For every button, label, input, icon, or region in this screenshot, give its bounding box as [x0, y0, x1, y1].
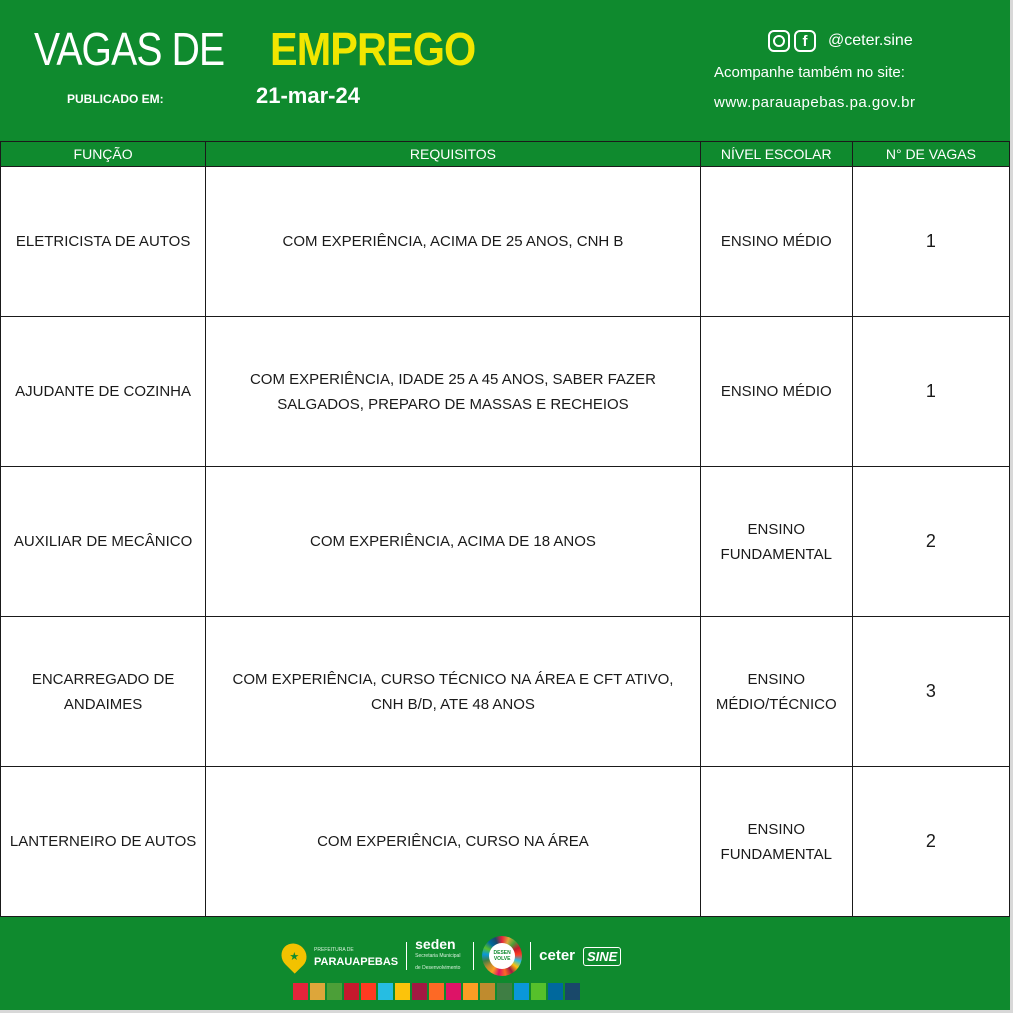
title-part1: VAGAS DE [34, 23, 225, 75]
sdg-goal-icon [446, 983, 461, 1000]
sdg-goal-icon [361, 983, 376, 1000]
sdg-goal-icon [327, 983, 342, 1000]
cell-requisitos: COM EXPERIÊNCIA, CURSO TÉCNICO NA ÁREA E CFT ATIVO, CNH B/D, ATE 48 ANOS [206, 617, 700, 767]
sdg-goal-icon [514, 983, 529, 1000]
logo-divider [530, 942, 531, 970]
sdg-goal-icon [429, 983, 444, 1000]
partner-logos [282, 936, 621, 976]
social-handle: @ceter.sine [828, 32, 913, 49]
cell-requisitos: COM EXPERIÊNCIA, ACIMA DE 18 ANOS [206, 467, 700, 617]
prefeitura-pin-icon: ★ [276, 938, 311, 973]
logo-divider [406, 942, 407, 970]
column-header-nivel: NÍVEL ESCOLAR [700, 142, 852, 167]
cell-nivel: ENSINO MÉDIO [700, 167, 852, 317]
sdg-goal-icon [565, 983, 580, 1000]
logo-sine: SINE [583, 947, 621, 966]
instagram-icon[interactable] [768, 30, 790, 52]
sdg-goal-icon [293, 983, 308, 1000]
cell-vagas: 3 [852, 617, 1009, 767]
table-row [1, 167, 1010, 317]
logo-prefeitura [314, 944, 398, 968]
table-row [1, 317, 1010, 467]
published-date: 21-mar-24 [256, 83, 360, 108]
sdg-goal-icon [344, 983, 359, 1000]
cell-funcao: ELETRICISTA DE AUTOS [1, 167, 206, 317]
sdg-goal-icon [395, 983, 410, 1000]
cell-vagas: 1 [852, 167, 1009, 317]
cell-nivel: ENSINO FUNDAMENTAL [700, 467, 852, 617]
cell-funcao: AUXILIAR DE MECÂNICO [1, 467, 206, 617]
cell-funcao: ENCARREGADO DE ANDAIMES [1, 617, 206, 767]
table-row [1, 767, 1010, 917]
table-row [1, 617, 1010, 767]
cell-nivel: ENSINO MÉDIO/TÉCNICO [700, 617, 852, 767]
sdg-goal-icon [463, 983, 478, 1000]
sdg-goals-strip [293, 983, 580, 1000]
logo-prefeitura-name: PARAUAPEBAS [314, 956, 399, 968]
cell-requisitos: COM EXPERIÊNCIA, CURSO NA ÁREA [206, 767, 700, 917]
column-header-funcao: FUNÇÃO [1, 142, 206, 167]
follow-text: Acompanhe também no site: [714, 64, 905, 81]
table-header-row [1, 142, 1010, 167]
sdg-goal-icon [548, 983, 563, 1000]
cell-nivel: ENSINO MÉDIO [700, 317, 852, 467]
cell-funcao: LANTERNEIRO DE AUTOS [1, 767, 206, 917]
sdg-wheel-icon [482, 936, 522, 976]
logo-seden-sub: Secretaria Municipal de Desenvolvimento [415, 953, 461, 971]
title-part2: EMPREGO [270, 23, 476, 75]
sdg-goal-icon [412, 983, 427, 1000]
sdg-goal-icon [310, 983, 325, 1000]
logo-wheel-text: DESEN VOLVE [489, 943, 515, 969]
sdg-goal-icon [378, 983, 393, 1000]
logo-divider [473, 942, 474, 970]
header-banner [0, 0, 1010, 142]
cell-requisitos: COM EXPERIÊNCIA, ACIMA DE 25 ANOS, CNH B [206, 167, 700, 317]
cell-nivel: ENSINO FUNDAMENTAL [700, 767, 852, 917]
cell-funcao: AJUDANTE DE COZINHA [1, 317, 206, 467]
column-header-vagas: N° DE VAGAS [852, 142, 1009, 167]
facebook-icon[interactable]: f [794, 30, 816, 52]
published-label: PUBLICADO EM: [67, 92, 164, 106]
cell-vagas: 2 [852, 767, 1009, 917]
sdg-goal-icon [480, 983, 495, 1000]
social-links [768, 30, 913, 52]
cell-vagas: 2 [852, 467, 1009, 617]
table-row [1, 467, 1010, 617]
cell-requisitos: COM EXPERIÊNCIA, IDADE 25 A 45 ANOS, SABER FAZER SALGADOS, PREPARO DE MASSAS E RECHEIOS [206, 317, 700, 467]
logo-seden [415, 938, 465, 974]
column-header-requisitos: REQUISITOS [206, 142, 700, 167]
website-link[interactable]: www.parauapebas.pa.gov.br [714, 94, 916, 111]
cell-vagas: 1 [852, 317, 1009, 467]
sdg-goal-icon [531, 983, 546, 1000]
logo-ceter: ceter [539, 947, 575, 964]
logo-prefeitura-top: PREFEITURA DE [314, 947, 354, 953]
sdg-goal-icon [497, 983, 512, 1000]
logo-seden-name: seden [415, 936, 456, 952]
jobs-table [0, 141, 1010, 917]
